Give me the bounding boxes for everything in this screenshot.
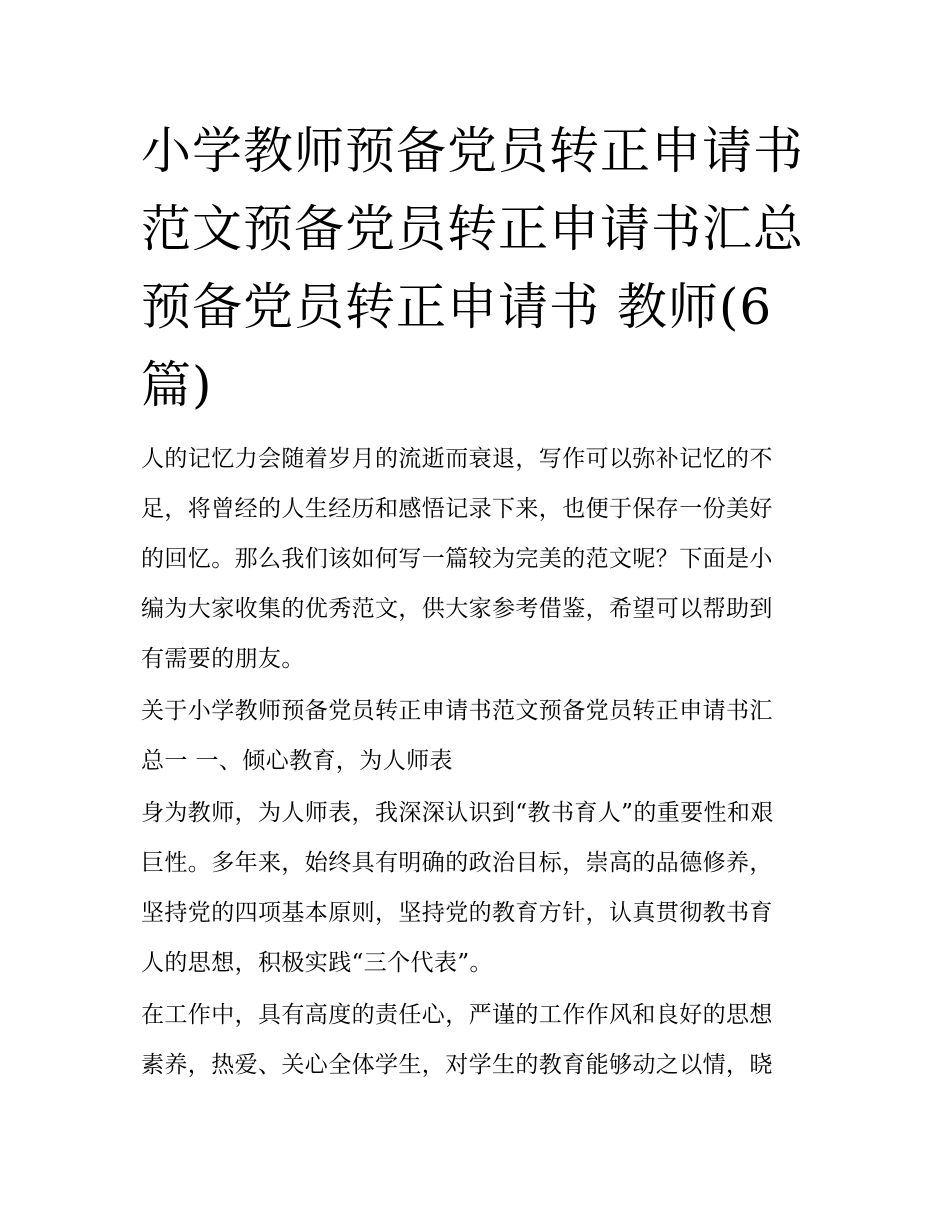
section-heading-paragraph [141,686,813,786]
body-line: 巨性。多年来，始终具有明确的政治目标，崇高的品德修养， [141,850,773,876]
body-paragraph [141,990,813,1090]
body-line: 人的思想，积极实践“三个代表”。 [141,950,493,976]
body-paragraph [141,788,813,988]
title-line: 小学教师预备党员转正申请书 [141,122,804,180]
body-line: 身为教师，为人师表，我深深认识到“教书育人”的重要性和艰 [141,800,774,826]
body-line: 关于小学教师预备党员转正申请书范文预备党员转正申请书汇 [141,698,773,724]
body-line: 的回忆。那么我们该如何写一篇较为完美的范文呢？下面是小 [141,546,773,572]
document-page [141,112,813,1090]
body-line: 在工作中，具有高度的责任心，严谨的工作作风和良好的思想 [141,1002,773,1028]
body-line: 坚持党的四项基本原则，坚持党的教育方针，认真贯彻教书育 [141,900,773,926]
document-title [141,112,813,424]
title-line: 预备党员转正申请书 教师(6 [141,278,773,336]
title-line: 范文预备党员转正申请书汇总 [141,200,804,258]
body-line: 编为大家收集的优秀范文，供大家参考借鉴，希望可以帮助到 [141,596,773,622]
body-line: 足，将曾经的人生经历和感悟记录下来，也便于保存一份美好 [141,496,773,522]
body-line: 总一 一、倾心教育，为人师表 [141,748,453,774]
body-line: 人的记忆力会随着岁月的流逝而衰退，写作可以弥补记忆的不 [141,446,773,472]
document-body [141,434,813,1090]
intro-paragraph [141,434,813,684]
title-line: 篇) [141,356,213,414]
body-line: 素养，热爱、关心全体学生，对学生的教育能够动之以情，晓 [141,1052,773,1078]
body-line: 有需要的朋友。 [141,646,305,672]
